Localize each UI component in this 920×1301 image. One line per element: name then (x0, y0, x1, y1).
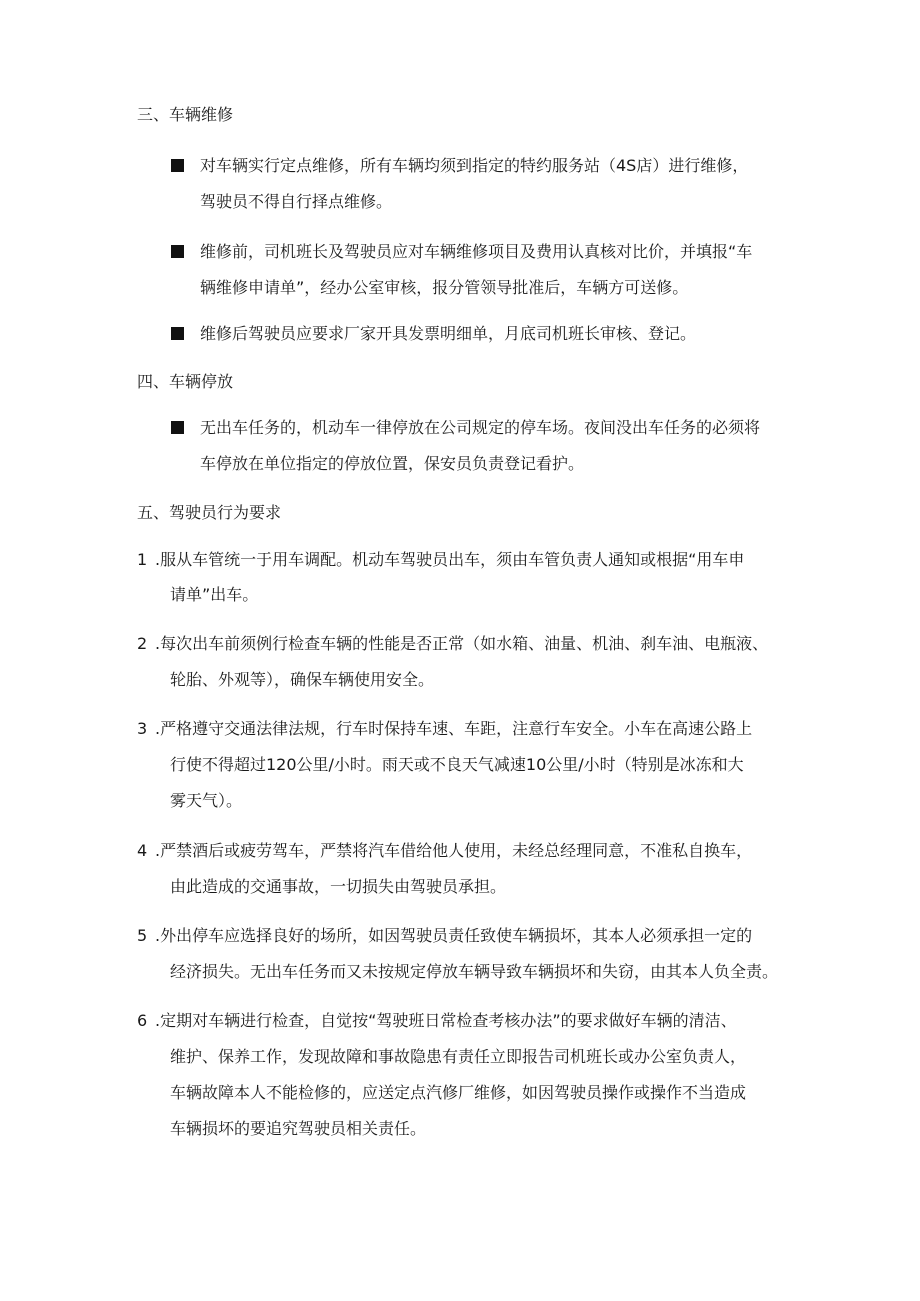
bullet-text-line: 无出车任务的，机动车一律停放在公司规定的停车场。夜间没出车任务的必须将 (200, 418, 761, 437)
list-item-text-line: .严禁酒后或疲劳驾车，严禁将汽车借给他人使用，未经总经理同意，不准私自换车， (155, 841, 753, 860)
list-item-text-line: 维护、保养工作，发现故障和事故隐患有责任立即报告司机班长或办公室负责人， (170, 1047, 747, 1066)
section-heading-driver-conduct: 五、驾驶员行为要求 (137, 503, 282, 522)
list-item-text-line: 行使不得超过120公里/小时。雨天或不良天气减速10公里/小时（特别是冰冻和大 (170, 755, 744, 774)
list-item-number: 5 (137, 926, 148, 945)
list-item-number: 6 (137, 1011, 148, 1030)
list-item-text-line: .每次出车前须例行检查车辆的性能是否正常（如水箱、油量、机油、刹车油、电瓶液、 (155, 634, 769, 653)
list-item-number: 2 (137, 634, 148, 653)
list-item-text-line: .外出停车应选择良好的场所，如因驾驶员责任致使车辆损坏，其本人必须承担一定的 (155, 926, 753, 945)
bullet-square-icon (171, 421, 184, 434)
bullet-text-line: 辆维修申请单”，经办公室审核，报分管领导批准后，车辆方可送修。 (200, 278, 689, 297)
bullet-text-line: 车停放在单位指定的停放位置，保安员负责登记看护。 (200, 454, 585, 473)
list-item-text-line: 由此造成的交通事故，一切损失由驾驶员承担。 (170, 877, 507, 896)
list-item-text-line: 请单”出车。 (170, 585, 259, 604)
section-heading-vehicle-repair: 三、车辆维修 (137, 105, 234, 124)
list-item-text-line: .定期对车辆进行检查，自觉按“驾驶班日常检查考核办法”的要求做好车辆的清洁、 (155, 1011, 737, 1030)
list-item-text-line: 雾天气）。 (170, 791, 243, 810)
list-item-number: 1 (137, 550, 148, 569)
bullet-text-line: 维修后驾驶员应要求厂家开具发票明细单，月底司机班长审核、登记。 (200, 324, 697, 343)
list-item-text-line: 轮胎、外观等），确保车辆使用安全。 (170, 670, 435, 689)
list-item-text-line: .服从车管统一于用车调配。机动车驾驶员出车，须由车管负责人通知或根据“用车申 (155, 550, 745, 569)
bullet-text-line: 驾驶员不得自行择点维修。 (200, 192, 393, 211)
bullet-square-icon (171, 159, 184, 172)
section-heading-vehicle-parking: 四、车辆停放 (137, 372, 234, 391)
bullet-text-line: 维修前，司机班长及驾驶员应对车辆维修项目及费用认真核对比价，并填报“车 (200, 242, 753, 261)
bullet-square-icon (171, 327, 184, 340)
list-item-number: 3 (137, 719, 148, 738)
list-item-number: 4 (137, 841, 148, 860)
list-item-text-line: 车辆损坏的要追究驾驶员相关责任。 (170, 1119, 427, 1138)
bullet-text-line: 对车辆实行定点维修，所有车辆均须到指定的特约服务站（4S店）进行维修， (200, 156, 749, 175)
list-item-text-line: .严格遵守交通法律法规，行车时保持车速、车距，注意行车安全。小车在高速公路上 (155, 719, 753, 738)
list-item-text-line: 经济损失。无出车任务而又未按规定停放车辆导致车辆损坏和失窃，由其本人负全责。 (170, 962, 779, 981)
list-item-text-line: 车辆故障本人不能检修的，应送定点汽修厂维修，如因驾驶员操作或操作不当造成 (170, 1083, 747, 1102)
bullet-square-icon (171, 245, 184, 258)
